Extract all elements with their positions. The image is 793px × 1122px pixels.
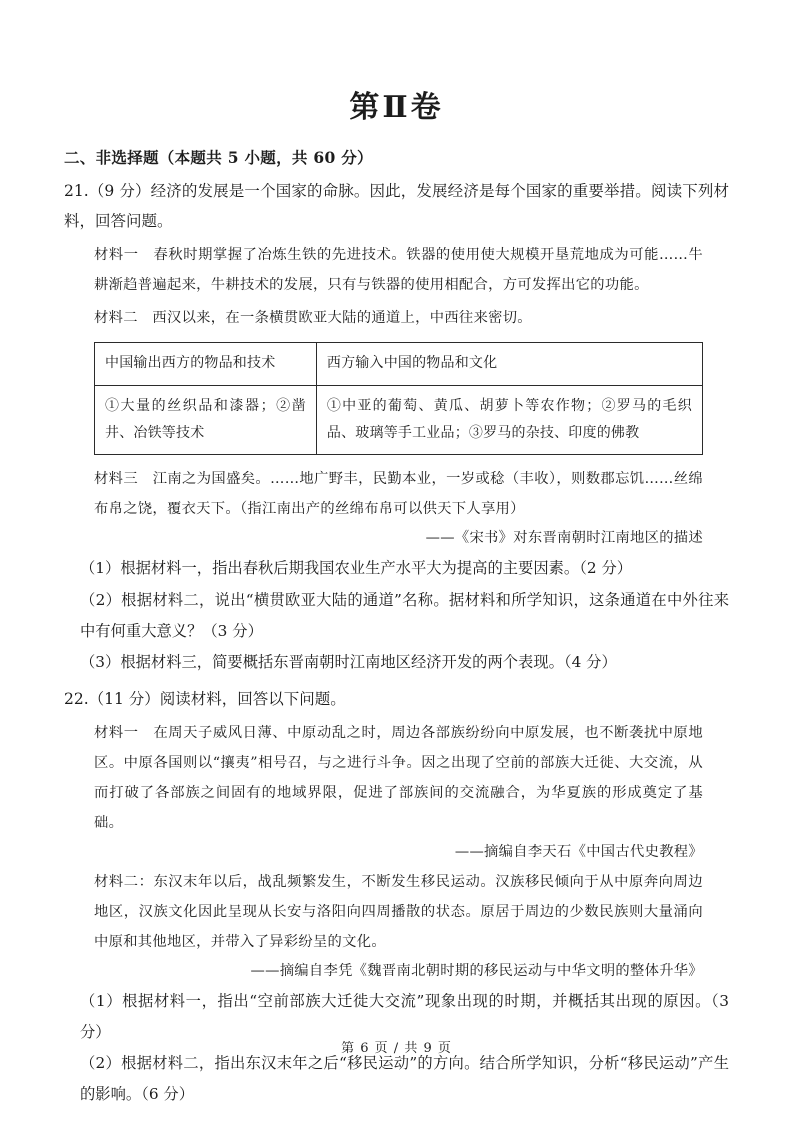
q22-subquestion-2: （2）根据材料二，指出东汉末年之后“移民运动”的方向。结合所学知识，分析“移民运动”产生的影响。（6 分） xyxy=(80,1054,729,1103)
q22-material-1-source: ——摘编自李天石《中国古代史教程》 xyxy=(454,844,703,861)
q21-material-3-source: ——《宋书》对东晋南朝时江南地区的描述 xyxy=(425,530,703,547)
q22-material-2-source: ——摘编自李凭《魏晋南北朝时期的移民运动与中华文明的整体升华》 xyxy=(250,963,703,980)
q21-subquestion-1: （1）根据材料一，指出春秋后期我国农业生产水平大为提高的主要因素。（2 分） xyxy=(80,559,633,578)
table-header-west-imports: 西方输入中国的物品和文化 xyxy=(316,343,702,385)
q22-subquestion-1: （1）根据材料一，指出“空前部族大迁徙大交流”现象出现的时期，并概括其出现的原因。（3 分） xyxy=(80,992,729,1041)
section-heading: 二、非选择题（本题共 5 小题，共 60 分） xyxy=(64,148,373,167)
q21-material-1: 材料一 春秋时期掌握了冶炼生铁的先进技术。铁器的使用使大规模开垦荒地成为可能……牛耕渐趋普遍起来，牛耕技术的发展，只有与铁器的使用相配合，方可发挥出它的功能。 xyxy=(94,247,703,294)
table-row xyxy=(95,385,703,455)
page-title: 第Ⅱ卷 xyxy=(349,90,444,125)
q21-trade-table xyxy=(94,342,703,455)
page-number-footer: 第 6 页 / 共 9 页 xyxy=(341,1041,452,1056)
question-21 xyxy=(64,176,729,678)
q21-subquestion-3: （3）根据材料三，简要概括东晋南朝时江南地区经济开发的两个表现。（4 分） xyxy=(80,653,617,672)
table-cell-china-exports: ①大量的丝织品和漆器；②凿井、冶铁等技术 xyxy=(95,385,317,455)
table-header-china-exports: 中国输出西方的物品和技术 xyxy=(95,343,317,385)
q21-material-2: 材料二 西汉以来，在一条横贯欧亚大陆的通道上，中西往来密切。 xyxy=(94,310,532,327)
q22-stem: 22.（11 分）阅读材料，回答以下问题。 xyxy=(64,689,346,708)
q22-material-2: 材料二：东汉末年以后，战乱频繁发生，不断发生移民运动。汉族移民倾向于从中原奔向周边地区，汉族文化因此呈现从长安与洛阳向四周播散的状态。原居于周边的少数民族则大量涌向中原和其他地区，并带入了异彩纷呈的文化。 xyxy=(94,874,703,951)
q21-subquestion-2: （2）根据材料二，说出“横贯欧亚大陆的通道”名称。据材料和所学知识，这条通道在中外往来中有何重大意义？（3 分） xyxy=(80,591,729,640)
q21-material-3: 材料三 江南之为国盛矣。……地广野丰，民勤本业，一岁或稔（丰收），则数郡忘饥……丝绵布帛之饶，覆衣天下。（指江南出产的丝绵布帛可以供天下人享用） xyxy=(94,471,703,518)
q21-stem: 21.（9 分）经济的发展是一个国家的命脉。因此，发展经济是每个国家的重要举措。阅读下列材料，回答问题。 xyxy=(64,182,729,231)
table-cell-west-imports: ①中亚的葡萄、黄瓜、胡萝卜等农作物；②罗马的毛织品、玻璃等手工业品；③罗马的杂技、印度的佛教 xyxy=(316,385,702,455)
table-header-row xyxy=(95,343,703,385)
q22-material-1: 材料一 在周天子威风日薄、中原动乱之时，周边各部族纷纷向中原发展，也不断袭扰中原地区。中原各国则以“攘夷”相号召，与之进行斗争。因之出现了空前的部族大迁徙、大交流，从而打破了各部族之间固有的地域界限，促进了部族间的交流融合，为华夏族的形成奠定了基础。 xyxy=(94,725,703,832)
